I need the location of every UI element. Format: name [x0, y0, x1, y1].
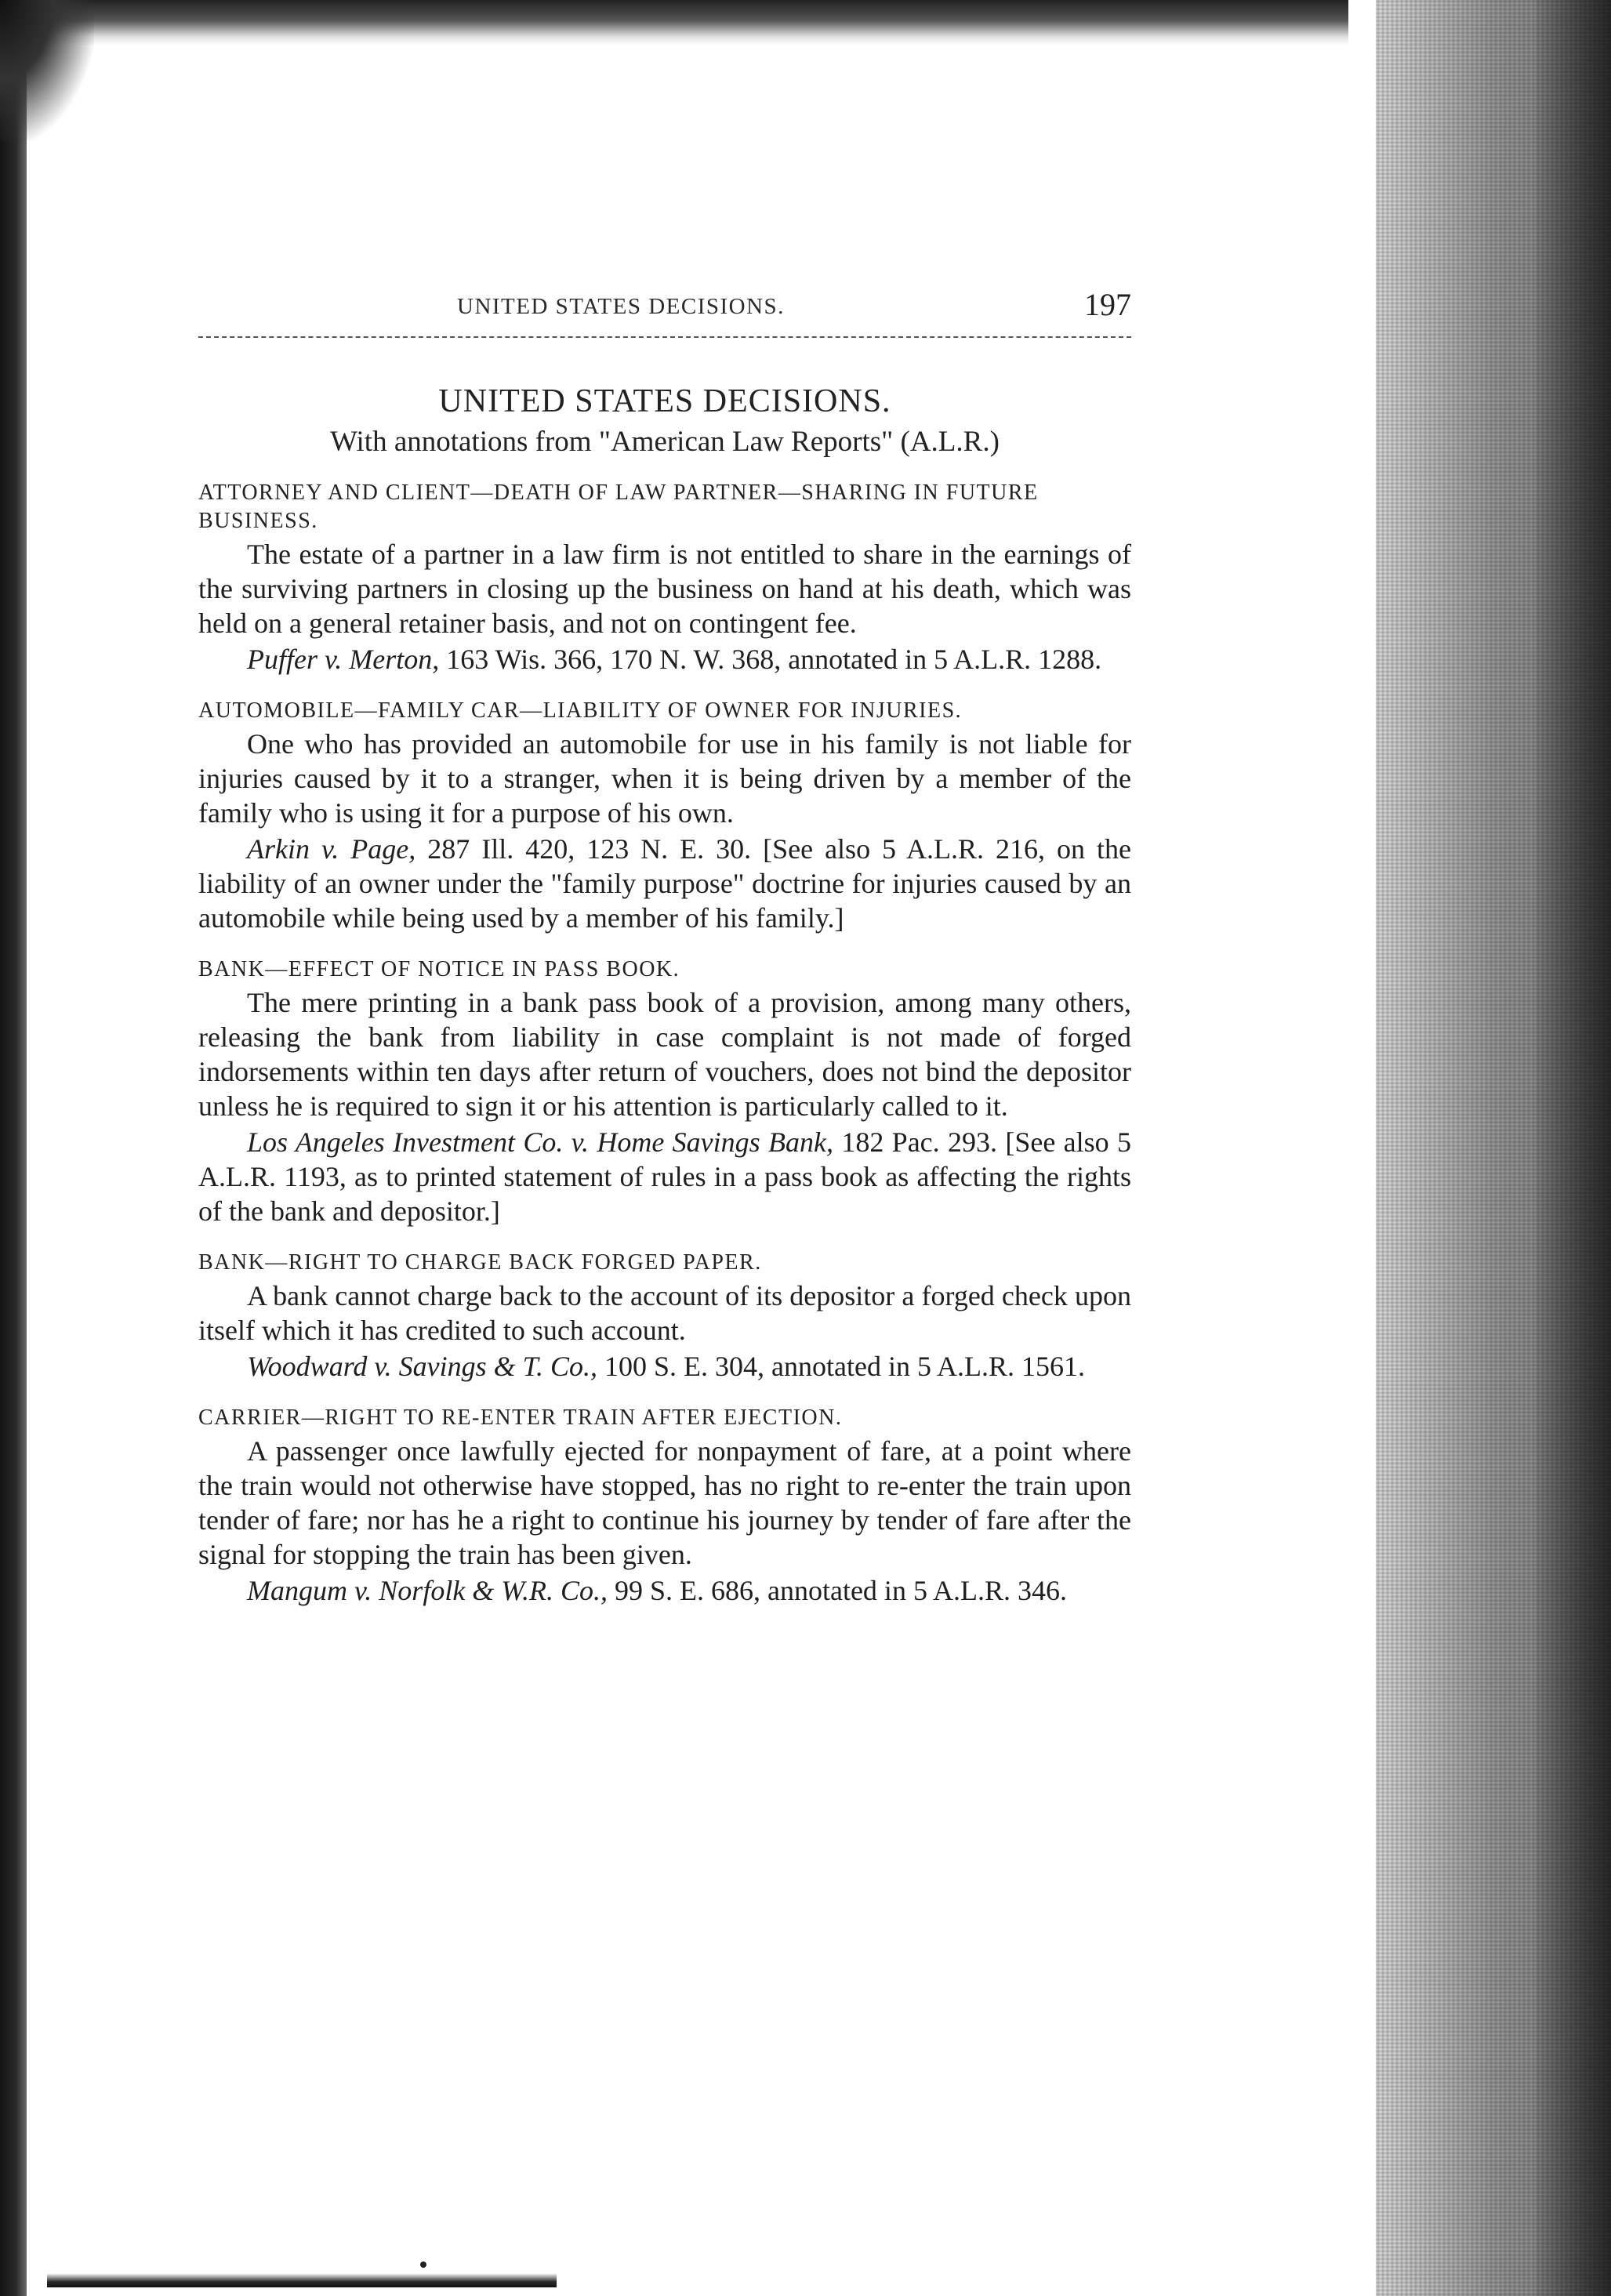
entry-body: A bank cannot charge back to the account of its depositor a forged check upon itself which it has credited to such account. — [198, 1280, 1131, 1346]
entry-heading: AUTOMOBILE—FAMILY CAR—LIABILITY OF OWNER FOR INJURIES. — [198, 698, 963, 723]
scan-right-border — [1536, 0, 1611, 2296]
case-name: Puffer v. Merton, — [247, 644, 440, 675]
entry-body: A passenger once lawfully ejected for nonpayment of fare, at a point where the train would not otherwise have stopped, has no right to re-enter the train upon tender of fare; nor has he a right to continue his journey by tender of fare after the signal for stopping the train has been given. — [198, 1435, 1131, 1570]
entry-citation — [198, 1125, 1131, 1228]
header-rule — [198, 336, 1131, 338]
entry-body: The mere printing in a bank pass book of a provision, among many others, releasing the bank from liability in case complaint is not made of forged indorsements within ten days after return of vouchers, does not bind the depositor unless he is required to sign it or his attention is particularly called to it. — [198, 987, 1131, 1122]
entry-citation — [198, 1349, 1131, 1384]
case-name: Woodward v. Savings & T. Co., — [247, 1351, 598, 1382]
citation-ref: 287 Ill. 420, 123 N. E. 30. [See also 5 A.L.R. 216, on the liability of an owner under the "family purpose" doctrine for injuries caused by an automobile while being used by a member of his family.] — [198, 833, 1132, 934]
entry-heading: BANK—EFFECT OF NOTICE IN PASS BOOK. — [198, 957, 680, 981]
entry-heading: ATTORNEY AND CLIENT—DEATH OF LAW PARTNER—SHARING IN FUTURE BUSINESS. — [198, 481, 1039, 533]
scan-bottom-shadow — [47, 2273, 557, 2287]
scan-speck — [420, 2262, 426, 2268]
case-name: Arkin v. Page, — [247, 833, 416, 865]
entry-body: The estate of a partner in a law firm is not entitled to share in the earnings of the surviving partners in closing up the business on hand at his death, which was held on a general retainer basis, and not on contingent fee. — [198, 539, 1131, 639]
scan-top-border — [0, 0, 1348, 45]
citation-ref: 182 Pac. 293. [See also 5 A.L.R. 1193, as to printed statement of rules in a pass book as affecting the rights of the bank and depositor.] — [198, 1126, 1132, 1227]
entry-citation — [198, 832, 1131, 935]
citation-ref: 99 S. E. 686, annotated in 5 A.L.R. 346. — [614, 1575, 1067, 1606]
entry — [198, 956, 1131, 1228]
entry-heading: BANK—RIGHT TO CHARGE BACK FORGED PAPER. — [198, 1250, 762, 1275]
case-name: Mangum v. Norfolk & W.R. Co., — [247, 1575, 608, 1606]
scan-corner-shadow — [0, 0, 94, 141]
entry-heading: CARRIER—RIGHT TO RE-ENTER TRAIN AFTER EJECTION. — [198, 1406, 843, 1430]
citation-ref: 100 S. E. 304, annotated in 5 A.L.R. 1561. — [604, 1351, 1085, 1382]
entry — [198, 1404, 1131, 1608]
entry — [198, 697, 1131, 935]
page-number: 197 — [1084, 287, 1131, 322]
entry-body: One who has provided an automobile for use in his family is not liable for injuries caused by it to a stranger, when it is being driven by a member of the family who is using it for a purpose of his own. — [198, 728, 1131, 829]
page-title: UNITED STATES DECISIONS. — [438, 383, 891, 419]
scan-left-border — [0, 0, 27, 2296]
running-title: UNITED STATES DECISIONS. — [457, 294, 785, 319]
citation-ref: 163 Wis. 366, 170 N. W. 368, annotated in 5 A.L.R. 1288. — [446, 644, 1102, 675]
running-header — [198, 286, 1131, 349]
entry-citation — [198, 642, 1131, 676]
entry-citation — [198, 1573, 1131, 1608]
case-name: Los Angeles Investment Co. v. Home Savings Bank, — [247, 1126, 833, 1158]
entry — [198, 1249, 1131, 1384]
page-body — [198, 368, 1131, 1628]
entry — [198, 479, 1131, 676]
page-subtitle: With annotations from "American Law Reports" (A.L.R.) — [330, 426, 1000, 458]
